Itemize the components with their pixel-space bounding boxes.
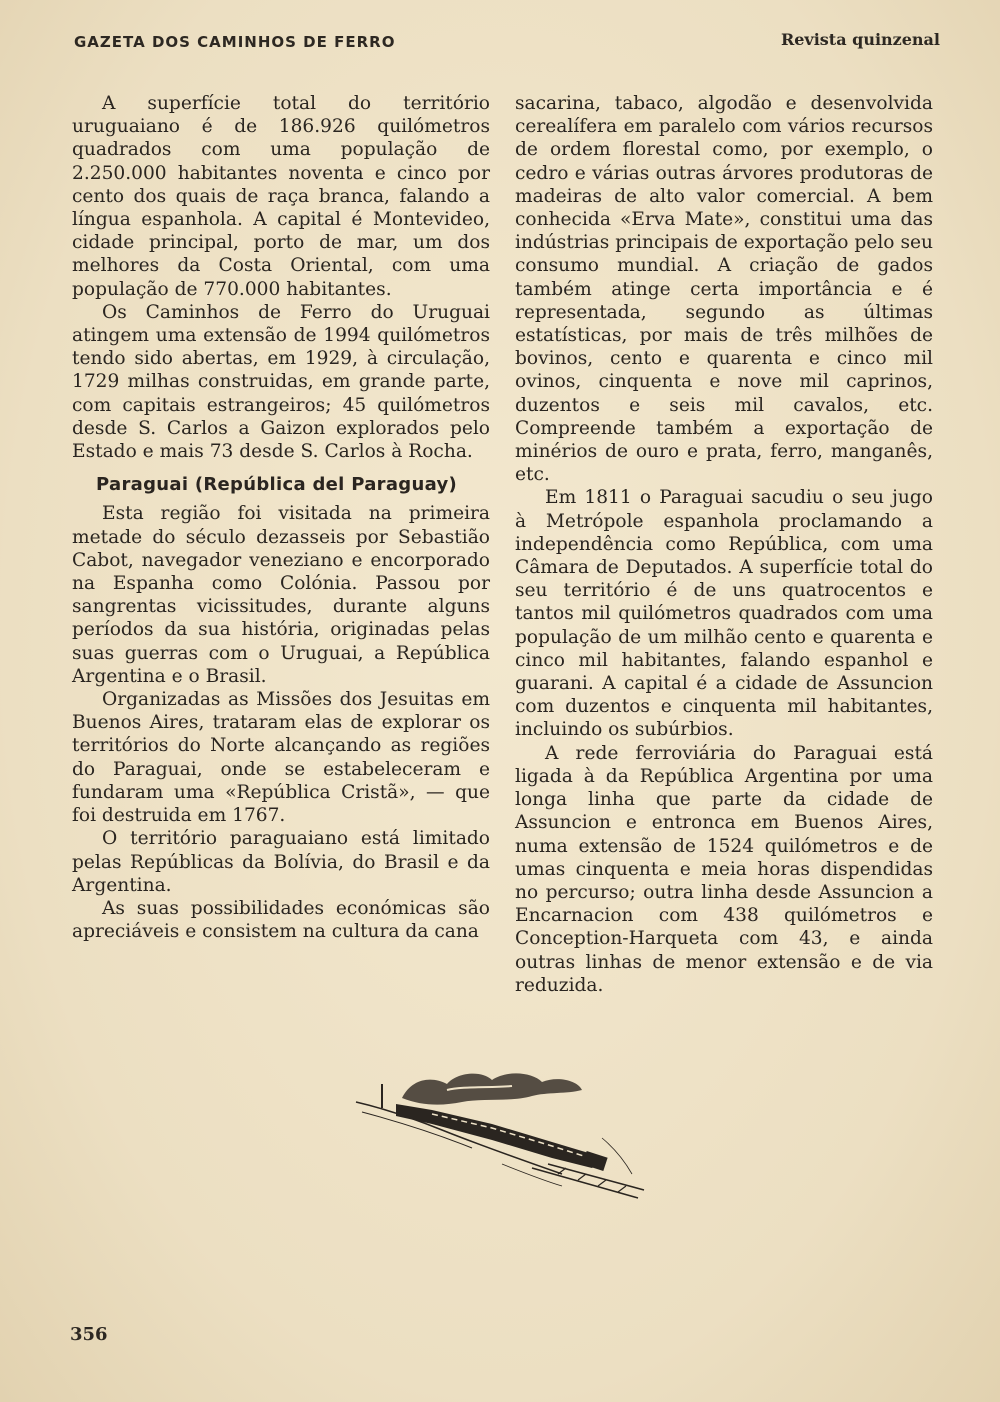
paragraph-economy-start: As suas possibilidades económicas são apreciáveis e consistem na cultura da cana — [72, 897, 490, 943]
section-heading-paraguay: Paraguai (República del Paraguay) — [96, 474, 458, 496]
paragraph-paraguay-history: Esta região foi visitada na primeira metade do século dezasseis por Sebastião Cabot, navegador veneziano e encorporado na Espanha como Colónia. Passou por sangrentas vicissitudes, durante alguns períodos da sua história, originadas pelas suas guerras com o Uruguai, a República Argentina e o Brasil. — [72, 503, 490, 687]
running-header-title: GAZETA DOS CAMINHOS DE FERRO — [74, 33, 396, 51]
paragraph-jesuit-missions: Organizadas as Missões dos Jesuitas em Buenos Aires, trataram elas de explorar os territórios do Norte alcançando as regiões do Paraguai, onde se estabeleceram e fundaram uma «República Cristã», — que foi destruida em 1767. — [72, 689, 490, 827]
right-column — [515, 92, 933, 997]
page-number: 356 — [70, 1324, 108, 1345]
paragraph-economy-continued: sacarina, tabaco, algodão e desenvolvida cerealífera em paralelo com vários recursos de ordem florestal como, por exemplo, o cedro e várias outras árvores produtoras de madeiras de alto valor comercial. A bem conhecida «Erva Mate», constitui uma das indústrias principais de exportação pelo seu consumo mundial. A criação de gados também atinge certa importância e é representada, segundo as últimas estatísticas, por mais de três milhões de bovinos, cento e quarenta e cinco mil ovinos, cinquenta e nove mil caprinos, duzentos e seis mil cavalos, etc. Compreende também a exportação de minérios de ouro e prata, ferro, manganês, etc. — [515, 93, 933, 486]
train-illustration — [352, 1068, 648, 1203]
paragraph-uruguay-railways: Os Caminhos de Ferro do Uruguai atingem uma extensão de 1994 quilómetros tendo sido abertas, em 1929, à circulação, 1729 milhas construidas, em grande parte, com capitais estrangeiros; 45 quilómetros desde S. Carlos a Gaizon explorados pelo Estado e mais 73 desde S. Carlos à Rocha. — [72, 301, 490, 463]
running-header-subtitle: Revista quinzenal — [780, 30, 940, 49]
paragraph-paraguay-borders: O território paraguaiano está limitado pelas Repúblicas da Bolívia, do Brasil e da Argentina. — [72, 828, 490, 896]
left-column — [72, 92, 490, 943]
paragraph-paraguay-railways: A rede ferroviária do Paraguai está ligada à da República Argentina por uma longa linha que parte da cidade de Assuncion e entronca em Buenos Aires, numa extensão de 1524 quilómetros e de umas cinquenta e meia horas dispendidas no percurso; outra linha desde Assuncion a Encarnacion com 438 quilómetros e Conception-Harqueta com 43, e ainda outras linhas de menor extensão e de via reduzida. — [515, 742, 933, 996]
paragraph-independence: Em 1811 o Paraguai sacudiu o seu jugo à Metrópole espanhola proclamando a independência como República, com uma Câmara de Deputados. A superfície total do seu território é de uns quatrocentos e tantos mil quilómetros quadrados com uma população de um milhão cento e quarenta e cinco mil habitantes, falando espanhol e guarani. A capital é a cidade de Assuncion com duzentos e cinquenta mil habitantes, incluindo os subúrbios. — [515, 487, 933, 741]
paragraph-uruguay-territory: A superfície total do território uruguaiano é de 186.926 quilómetros quadrados com uma população de 2.250.000 habitantes noventa e cinco por cento dos quais de raça branca, falando a língua espanhola. A capital é Montevideo, cidade principal, porto de mar, um dos melhores da Costa Oriental, com uma população de 770.000 habitantes. — [72, 93, 490, 300]
